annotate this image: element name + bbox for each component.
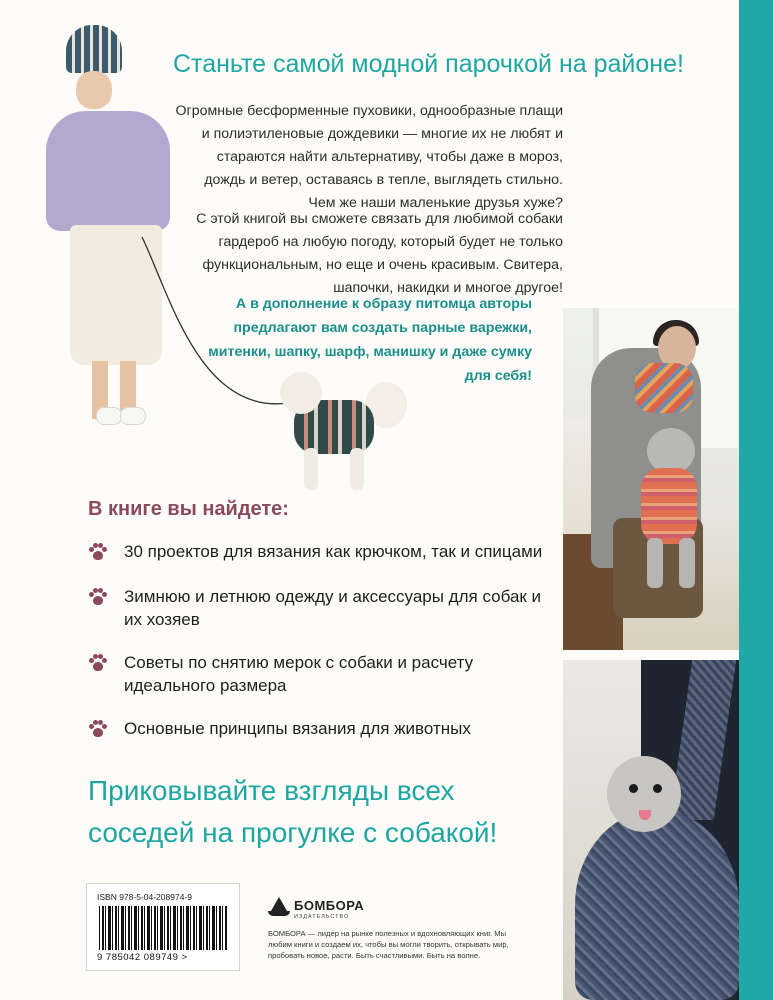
poodle-leg xyxy=(679,538,695,588)
dog-in-bag-photo xyxy=(563,660,739,1000)
knitted-bag xyxy=(575,810,739,1000)
feature-text: Зимнюю и летнюю одежду и аксессуары для собак и их хозяев xyxy=(124,587,542,629)
publisher-description: БОМБОРА — лидер на рынке полезных и вдохновляющих книг. Мы любим книги и создаем их, чтобы вы могли творить, открывать мир, пробовать новое, расти. Быть счастливыми. Быть на волне. xyxy=(268,929,509,960)
feature-text: Основные принципы вязания для животных xyxy=(124,719,471,738)
woman-face xyxy=(76,71,112,109)
paw-icon xyxy=(88,719,108,739)
dog-eye xyxy=(629,784,638,793)
intro-paragraph: Огромные бесформенные пуховики, однообразные плащи и полиэтиленовые дождевики — многие их не любят и стараются найти альтернативу, чтобы даже в мороз, дождь и ветер, оставаясь в тепле, выглядеть стильно. Чем же наши маленькие друзья хуже? xyxy=(175,103,563,211)
headline: Станьте самой модной парочкой на районе! xyxy=(173,50,684,78)
left-shoe xyxy=(96,407,122,425)
publisher-name: БОМБОРА xyxy=(294,898,365,913)
publisher-logo-icon xyxy=(268,895,290,917)
woman-with-poodle-photo xyxy=(563,308,739,650)
list-item xyxy=(88,651,548,697)
feature-text: Советы по снятию мерок с собаки и расчету идеального размера xyxy=(124,653,474,695)
paw-icon xyxy=(88,587,108,607)
barcode-icon xyxy=(99,906,227,950)
poodle xyxy=(633,428,703,578)
closing-headline: Приковывайте взгляды всех соседей на прогулке с собакой! xyxy=(88,775,498,848)
features-list xyxy=(88,540,548,740)
paw-icon xyxy=(88,653,108,673)
list-item xyxy=(88,585,548,631)
feature-text: 30 проектов для вязания как крючком, так и спицами xyxy=(124,542,543,561)
book-paragraph: С этой книгой вы сможете связать для любимой собаки гардероб на любую погоду, который будет не только функциональным, но еще и очень красивым. Свитера, шапочки, накидки и многое другое! xyxy=(196,211,563,296)
paw-icon xyxy=(88,542,108,562)
highlight-paragraph: А в дополнение к образу питомца авторы предлагают вам создать парные варежки, митенки, шапку, шарф, манишку и даже сумку для себя! xyxy=(208,296,532,384)
ean-number: 9 785042 089749 > xyxy=(97,952,188,963)
list-item xyxy=(88,717,548,740)
dog-leg xyxy=(350,448,364,490)
lavender-sweater xyxy=(46,111,170,231)
striped-dog-sweater xyxy=(641,468,697,544)
knitted-scarf xyxy=(635,363,693,413)
dog-leg xyxy=(304,448,318,490)
dog-head xyxy=(607,756,681,832)
poodle-leg xyxy=(647,538,663,588)
knitted-hat xyxy=(66,25,122,73)
dog-in-sweater-photo xyxy=(270,370,420,500)
list-item xyxy=(88,540,548,563)
features-heading: В книге вы найдете: xyxy=(88,498,289,520)
dog-eye xyxy=(653,784,662,793)
barcode-box xyxy=(86,883,240,971)
isbn-text: ISBN 978-5-04-208974-9 xyxy=(97,892,192,902)
book-spine xyxy=(739,0,773,1000)
publisher-subtitle: ИЗДАТЕЛЬСТВО xyxy=(294,914,350,920)
